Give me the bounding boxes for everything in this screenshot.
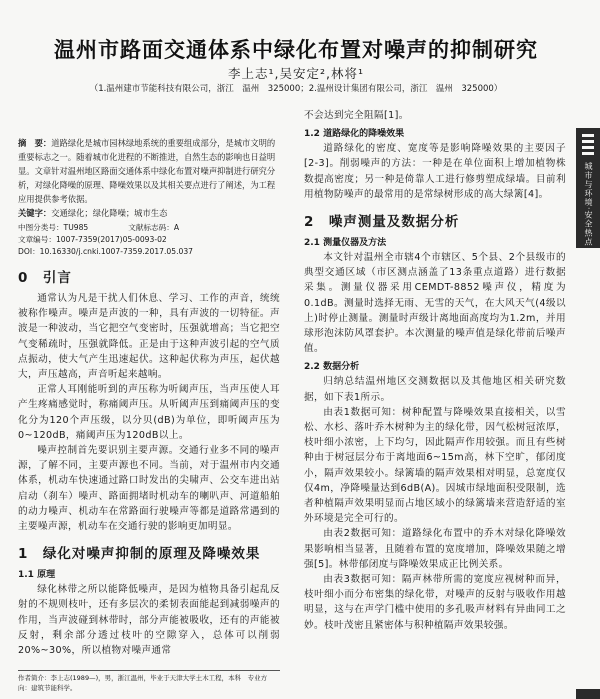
paragraph: 绿化林带之所以能降低噪声，是因为植物具备引起乱反射的不规则枝叶，还有多层次的柔韧表面能起到减弱噪声的作用，当声波碰到林带时，部分声能被吸收，还有的声能被反射，剩余部分透过枝叶的空隙穿入，总体可以削弱20%~30%，所以植物对噪声通常 (18, 584, 280, 657)
abstract-text: 道路绿化是城市园林绿地系统的重要组成部分，是城市文明的重要标志之一。随着城市化进程的不断推进，自然生态的影响也日益明显。文章针对温州地区路面交通体系中绿化布置对噪声抑制进行研究分析，对绿化降噪的原理、降噪效果以及其相关要点进行了阐述，为工程应用提供参考依据。 (18, 138, 276, 204)
author-footnote: 作者简介：李上志(1989—)，男，浙江温州，毕业于天津大学土木工程，本科 专业方向：建筑节能科学。 (18, 670, 280, 693)
author-list: 李上志¹,吴安定²,林将¹ (228, 66, 364, 81)
page-corner-mark (576, 689, 600, 699)
left-column (18, 108, 280, 658)
paragraph: 本文针对温州全市辖4个市辖区、5个县、2个县级市的典型交通区域（市区测点涵盖了13条重点道路）进行数据采集。测量仪器采用CEMDT-8852噪声仪，精度为0.1dB。测量时选择无雨、无雪的天气，在大风天气(4级以上)时停止测量。测量时声级计离地面高度均为1.2m，并用球形泡沫防风罩套护。本次测量的噪声值是绿化带前后噪声值。 (304, 252, 566, 355)
keywords-label: 关键字： (18, 208, 52, 218)
section-0-title: 0 引言 (18, 270, 72, 286)
paragraph: 由表3数据可知：隔声林带所需的宽度应视树种而异，枝叶细小而分布密集的绿化带，对噪声的反射与吸收作用越明显，这与在声学门槛中使用的多孔吸声材料有异曲同工之妙。枝叶茂密且紧密体与积种植隔声效果较强。 (304, 574, 566, 631)
doi: DOI：10.16330/j.cnki.1007-7359.2017.05.037 (18, 247, 193, 256)
subsection-2-1-title: 2.1 测量仪器及方法 (304, 238, 387, 249)
document-code: 文献标志码：A (128, 223, 180, 232)
paragraph: 通常认为凡是干扰人们休息、学习、工作的声音，统统被称作噪声。噪声是声波的一种，具有声波的一切特征。声波是一种波动，当它把空气变密时，压强就增高；当它把空气变稀疏时，压强就降低。正是由于这种声波引起的空气质点振动，使大气产生迅速起伏。这种起伏称为声压，起伏越大，声压越高，声音听起来越响。 (18, 293, 280, 381)
paragraph: 道路绿化的密度、宽度等是影响降噪效果的主要因子[2-3]。削弱噪声的方法：一种是在单位面积上增加植物株数提高密度；另一种是倚靠人工进行修剪塑成绿墙。目前利用植物防噪声的最常用的是常绿树形成的高大绿篱[4]。 (304, 143, 566, 200)
clc-number: 中图分类号：TU985 (18, 223, 89, 232)
paper-title: 温州市路面交通体系中绿化布置对噪声的抑制研究 (54, 38, 538, 62)
article-meta (18, 222, 280, 258)
keywords-text: 交通绿化；绿化降噪；城市生态 (51, 208, 168, 218)
affiliation: （1.温州建市节能科技有限公司，浙江 温州 325000；2.温州设计集团有限公司，浙江 温州 325000） (89, 84, 503, 94)
subsection-1-1-title: 1.1 原理 (18, 570, 56, 581)
paragraph: 正常人耳刚能听到的声压称为听阈声压，当声压使人耳产生疼痛感觉时，称痛阈声压。从听阈声压到痛阈声压的变化分为120个声压级，以分贝(dB)为单位，即听阈声压为0~120dB，痛阈声压为120dB以上。 (18, 384, 280, 441)
paragraph: 由表2数据可知：道路绿化布置中的乔木对绿化降噪效果影响相当显著，且随着布置的宽度增加，降噪效果随之增强[5]。林带郁闭度与降噪效果成正比例关系。 (304, 528, 566, 570)
section-2-title: 2 噪声测量及数据分析 (304, 214, 460, 231)
subsection-1-2-title: 1.2 道路绿化的降噪效果 (304, 129, 405, 140)
subsection-2-2-title: 2.2 数据分析 (304, 362, 360, 373)
abstract-label: 摘 要： (18, 138, 52, 148)
paragraph: 由表1数据可知：树种配置与降噪效果直接相关，以雪松、水杉、落叶乔木树种为主的绿化带，因气松树冠浓厚，枝叶细小浓密，上下均匀，因此隔声作用较强。而且有些树种由于树冠层分布于离地面6~15m高，林下空旷，郁闭度小，隔声效果较小。绿篱墙的隔声效果相对明显，总宽度仅仅4m，净降噪量达到6dB(A)。因城市绿地面积受限制，选者种植隔声效果明显而占地区域小的绿篱墙来营造舒适的室外环境是完全可行的。 (304, 406, 566, 525)
right-column (304, 108, 566, 633)
paragraph: 归纳总结温州地区交测数据以及其他地区相关研究数据，如下表1所示。 (304, 376, 566, 403)
side-tab-bars-icon (582, 134, 594, 158)
abstract-block (18, 136, 280, 220)
journal-side-tab (576, 128, 600, 248)
paragraph: 噪声控制首先要识别主要声源。交通行业多不同的噪声源，了解不同，主要声源也不同。当前，对于温州市内交通体系，机动车快速通过路口时发出的尖啸声、公交车进出站启动（刹车）噪声、路面拥堵时机动车的喇叭声、河道船舶的动力噪声、机动车在常路面行驶噪声等都是道路常遇到的主要噪声源，机动车在交通行驶的影响更加明显。 (18, 445, 280, 533)
side-tab-label: 城市与环境·安全热点 (584, 162, 593, 247)
paragraph: 不会达到完全阻隔[1]。 (304, 110, 409, 121)
article-number: 文章编号：1007-7359(2017)05-0093-02 (18, 235, 167, 244)
section-1-title: 1 绿化对噪声抑制的原理及降噪效果 (18, 546, 261, 563)
